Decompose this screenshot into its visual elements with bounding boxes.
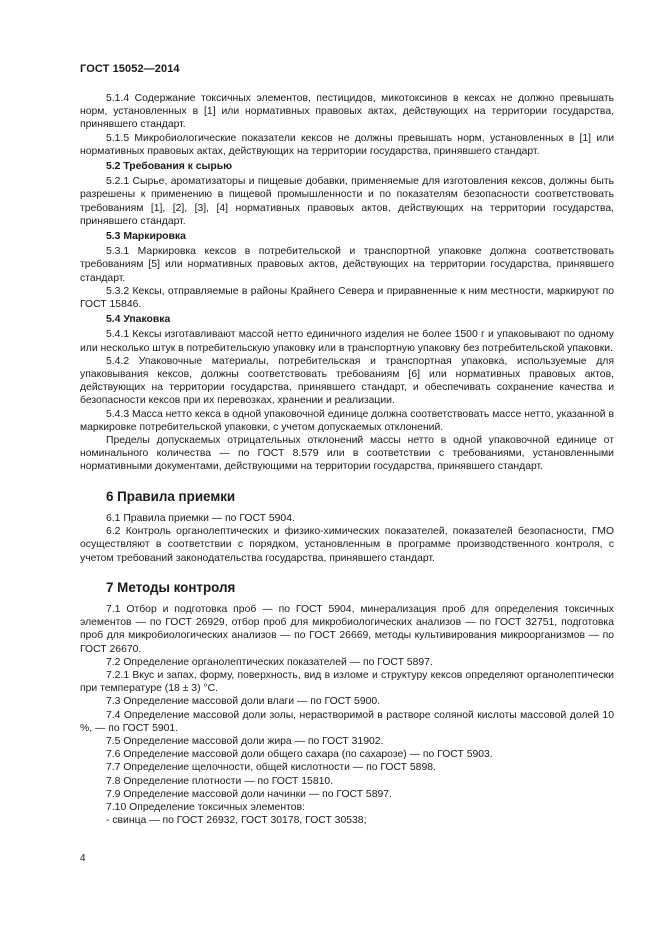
clause-5-4-3-tolerances: Пределы допускаемых отрицательных отклонений массы нетто в одной упаковочной единице от номинального количества — по ГОСТ 8.579 или в соответствии с требованиями, установленными нормативными документами, действующими на территории государства, принявшего стандарт.	[80, 435, 614, 473]
clause-7-10: 7.10 Определение токсичных элементов:	[106, 801, 305, 813]
clause-5-3-2: 5.3.2 Кексы, отправляемые в районы Крайнего Севера и приравненные к ним местности, маркируют по ГОСТ 15846.	[80, 285, 614, 311]
section-title-7: 7 Методы контроля	[106, 579, 236, 595]
document-header: ГОСТ 15052—2014	[80, 63, 180, 75]
clause-5-1-4: 5.1.4 Содержание токсичных элементов, пестицидов, микотоксинов в кексах не должно превышать норм, установленных в [1] или нормативных правовых актах, действующих на территории государства, принявшего стандарт.	[80, 93, 614, 131]
clause-7-6: 7.6 Определение массовой доли общего сахара (по сахарозе) — по ГОСТ 5903.	[106, 749, 493, 761]
clause-7-5: 7.5 Определение массовой доли жира — по ГОСТ 31902.	[106, 735, 384, 747]
clause-5-3-1: 5.3.1 Маркировка кексов в потребительской и транспортной упаковке должна соответствовать требованиям [5] или нормативных правовых актов, действующих на территории государства, принявшего стандарт.	[80, 246, 614, 284]
clause-6-1: 6.1 Правила приемки — по ГОСТ 5904.	[106, 512, 295, 524]
clause-7-4: 7.4 Определение массовой доли золы, нерастворимой в растворе соляной кислоты массовой долей 10 %, — по ГОСТ 5901.	[80, 709, 614, 734]
clause-6-2: 6.2 Контроль органолептических и физико-химических показателей, показателей безопасности, ГМО осуществляют в соответствии с порядком, установленным в программе производственного контроля, с учетом требований законодательства государства, принявшего стандарт.	[80, 526, 614, 564]
clause-7-2: 7.2 Определение органолептических показателей — по ГОСТ 5897.	[106, 656, 433, 668]
subsection-title-5-2: 5.2 Требования к сырью	[106, 161, 233, 173]
clause-5-2-1: 5.2.1 Сырье, ароматизаторы и пищевые добавки, применяемые для изготовления кексов, должны быть разрешены к применению в пищевой промышленности и по показателям безопасности соответствовать требованиям [1], [2], [3], [4] нормативных правовых актов, действующих на территории государства, принявшего стандарт.	[80, 176, 614, 227]
subsection-title-5-4: 5.4 Упаковка	[106, 314, 171, 326]
clause-5-4-2: 5.4.2 Упаковочные материалы, потребительская и транспортная упаковка, используемые для упаковывания кексов, должны соответствовать требованиям [6] или нормативных правовых актов, действующих на территории государства, принявшего стандарт, и обеспечивать сохранение качества и безопасности кексов при их перевозках, хранении и реализации.	[80, 355, 614, 407]
document-body	[80, 92, 614, 827]
section-title-6: 6 Правила приемки	[106, 488, 236, 504]
clause-7-10-lead: - свинца — по ГОСТ 26932, ГОСТ 30178, ГОСТ 30538;	[106, 815, 367, 827]
clause-5-4-3: 5.4.3 Масса нетто кекса в одной упаковочной единице должна соответствовать массе нетто, указанной в маркировке потребительской упаковки, с учетом допускаемых отклонений.	[80, 408, 614, 433]
clause-7-7: 7.7 Определение щелочности, общей кислотности — по ГОСТ 5898.	[106, 762, 436, 774]
clause-7-8: 7.8 Определение плотности — по ГОСТ 15810.	[106, 775, 334, 787]
clause-5-1-5: 5.1.5 Микробиологические показатели кексов не должны превышать норм, установленных в [1] или нормативных правовых актах, действующих на территории государства, принявшего стандарт.	[80, 132, 614, 157]
clause-7-2-1: 7.2.1 Вкус и запах, форму, поверхность, вид в изломе и структуру кексов определяют органолептически при температуре (18 ± 3) °С.	[80, 669, 614, 695]
clause-5-4-1: 5.4.1 Кексы изготавливают массой нетто единичного изделия не более 1500 г и упаковывают по одному или несколько штук в потребительскую упаковку или в транспортную упаковку без потребительской упаковки.	[80, 329, 614, 354]
page-number: 4	[80, 853, 86, 864]
clause-7-1: 7.1 Отбор и подготовка проб — по ГОСТ 5904, минерализация проб для определения токсичных элементов — по ГОСТ 26929, отбор проб для микробиологических анализов — по ГОСТ 32751, подготовка проб для микробиологических анализов — по ГОСТ 26669, методы культивирования микроорганизмов — по ГОСТ 26670.	[80, 603, 614, 655]
subsection-title-5-3: 5.3 Маркировка	[106, 231, 186, 243]
clause-7-3: 7.3 Определение массовой доли влаги — по ГОСТ 5900.	[106, 696, 381, 708]
clause-7-9: 7.9 Определение массовой доли начинки — по ГОСТ 5897.	[106, 788, 392, 800]
